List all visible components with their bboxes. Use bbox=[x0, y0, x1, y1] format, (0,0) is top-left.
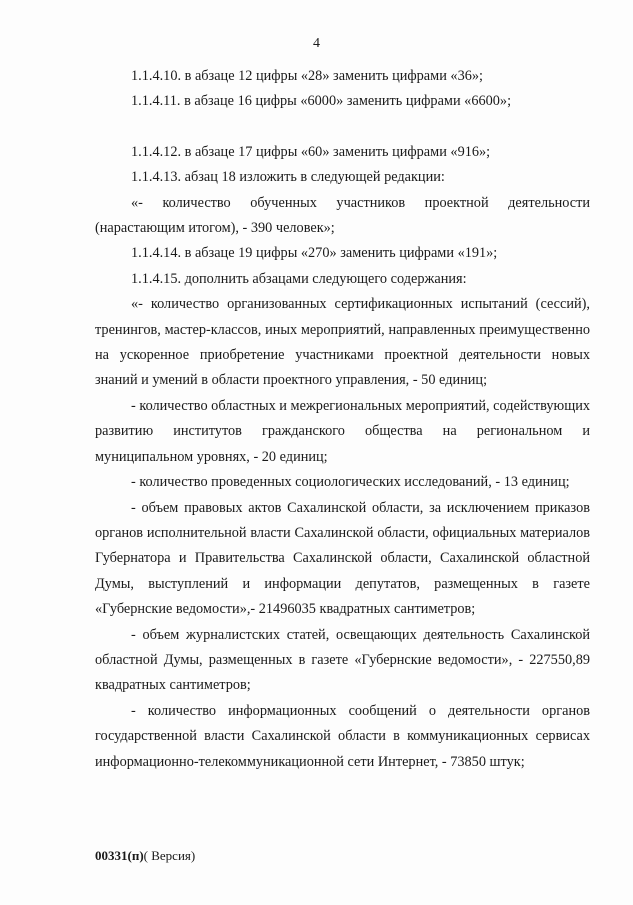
paragraph-certification-events: «- количество организованных сертификационных испытаний (сессий), тренингов, мастер-классов, иных мероприятий, направленных преимущественно на ускоренное приобретение участниками проектной деятельности новых знаний и умений в области проектного управления, - 50 единиц; bbox=[95, 296, 590, 389]
paragraph-1-1-4-15: 1.1.4.15. дополнить абзацами следующего содержания: bbox=[131, 270, 467, 287]
page-number: 4 bbox=[313, 36, 320, 51]
paragraph-information-messages: - количество информационных сообщений о деятельности органов государственной власти Сахалинской области в коммуникационных сервисах информационно-телекоммуникационной сети Интернет, - 73850 штук; bbox=[95, 702, 590, 770]
paragraph-legal-acts-volume: - объем правовых актов Сахалинской области, за исключением приказов органов исполнительной власти Сахалинской области, официальных материалов Губернатора и Правительства Сахалинской области, Сахалинской областной Думы, выступлений и информации депутатов, размещенных в газете «Губернские ведомости»,- 21496035 квадратных сантиметров; bbox=[95, 499, 590, 618]
paragraph-1-1-4-12: 1.1.4.12. в абзаце 17 цифры «60» заменить цифрами «916»; bbox=[131, 143, 491, 160]
paragraph-journalist-articles: - объем журналистских статей, освещающих деятельность Сахалинской областной Думы, размещенных в газете «Губернские ведомости», - 227550,89 квадратных сантиметров; bbox=[95, 626, 590, 694]
paragraph-1-1-4-10: 1.1.4.10. в абзаце 12 цифры «28» заменить цифрами «36»; bbox=[131, 68, 483, 84]
document-code: 00331(п) bbox=[95, 848, 144, 863]
paragraph-trained-participants: «- количество обученных участников проектной деятельности (нарастающим итогом), - 390 человек»; bbox=[95, 194, 590, 237]
document-footer bbox=[95, 848, 195, 864]
paragraph-1-1-4-11: 1.1.4.11. в абзаце 16 цифры «6000» заменить цифрами «6600»; bbox=[131, 93, 512, 110]
document-body bbox=[95, 64, 590, 775]
paragraph-1-1-4-14: 1.1.4.14. в абзаце 19 цифры «270» заменить цифрами «191»; bbox=[131, 245, 498, 262]
paragraph-sociological-studies: - количество проведенных социологических исследований, - 13 единиц; bbox=[131, 474, 570, 491]
paragraph-1-1-4-13: 1.1.4.13. абзац 18 изложить в следующей редакции: bbox=[131, 169, 445, 186]
document-version: ( Версия) bbox=[143, 848, 196, 863]
paragraph-regional-events: - количество областных и межрегиональных мероприятий, содействующих развитию институтов гражданского общества на региональном и муниципальном уровнях, - 20 единиц; bbox=[95, 397, 590, 465]
